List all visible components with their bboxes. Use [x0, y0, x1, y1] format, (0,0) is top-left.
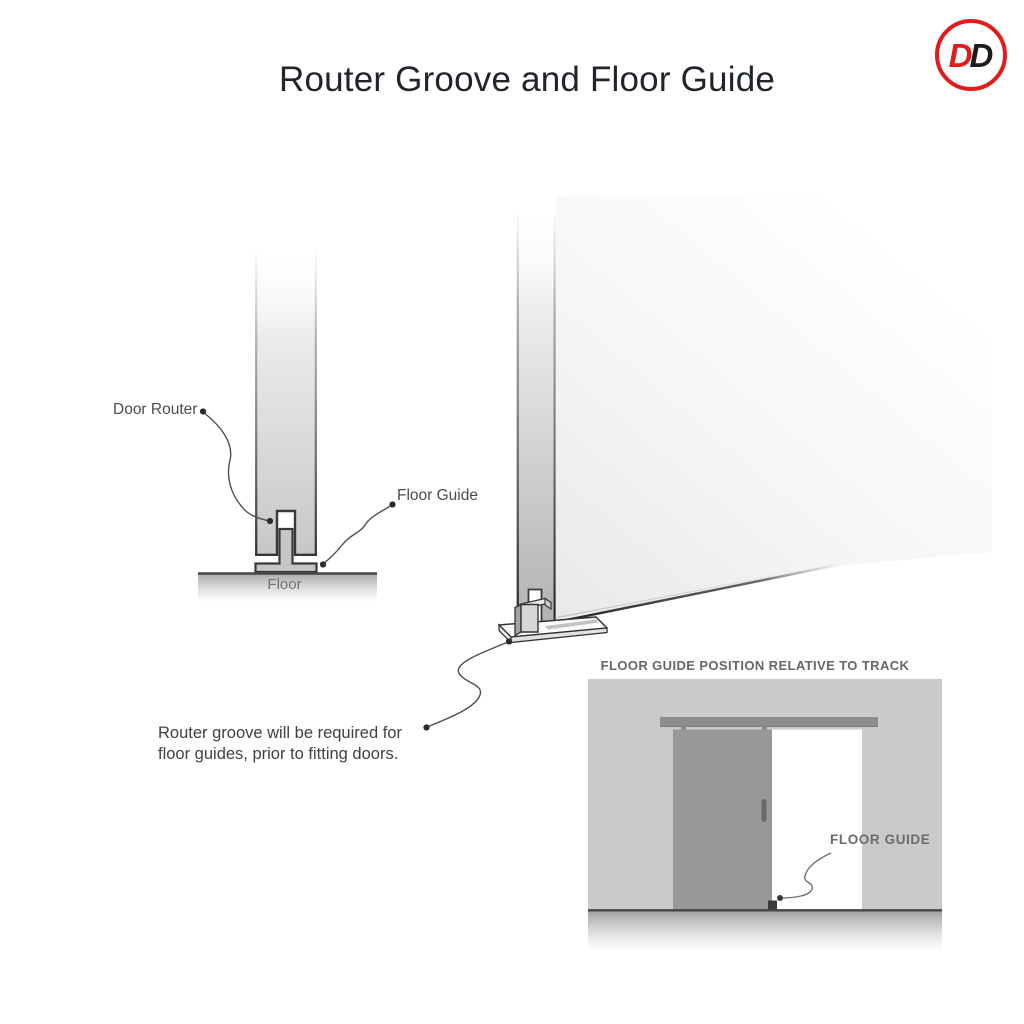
leader-dot — [267, 518, 273, 524]
door-router-label: Door Router — [113, 401, 198, 418]
floor-guide-caps-label: FLOOR GUIDE — [830, 832, 931, 847]
logo-letter-d2: D — [969, 36, 994, 74]
floor-shadow — [588, 912, 942, 952]
leader-dot — [320, 561, 326, 567]
floor-label: Floor — [267, 576, 302, 593]
track-diagram-title: FLOOR GUIDE POSITION RELATIVE TO TRACK — [600, 658, 910, 673]
note-leader-line — [427, 642, 508, 727]
brand-logo — [935, 19, 1007, 91]
door-handle — [762, 799, 767, 822]
leader-dot — [389, 501, 395, 507]
door-edge-strip — [517, 206, 556, 623]
door-face — [556, 196, 992, 622]
guide-post-side — [515, 605, 521, 636]
track-position-diagram — [588, 679, 942, 952]
note-line-1: Router groove will be required for — [158, 724, 402, 742]
door-cross-section — [255, 246, 317, 555]
leader-dot — [200, 408, 206, 414]
door-perspective-diagram — [423, 196, 992, 731]
floor-guide-label: Floor Guide — [397, 487, 478, 504]
page-title: Router Groove and Floor Guide — [278, 60, 776, 99]
sliding-door — [673, 730, 772, 911]
floor-guide-leader-line — [323, 505, 392, 564]
floor-guide-block — [768, 901, 777, 911]
logo-letter-d1: D — [948, 36, 973, 74]
guide-post-front — [521, 605, 538, 633]
router-groove-note — [158, 723, 402, 765]
cross-section-diagram — [198, 246, 396, 602]
leader-dot — [506, 638, 512, 644]
note-line-2: floor guides, prior to fitting doors. — [158, 745, 399, 763]
leader-dot — [777, 895, 783, 901]
doorway-opening — [772, 730, 862, 911]
sliding-track — [660, 717, 878, 726]
leader-dot — [423, 724, 429, 730]
